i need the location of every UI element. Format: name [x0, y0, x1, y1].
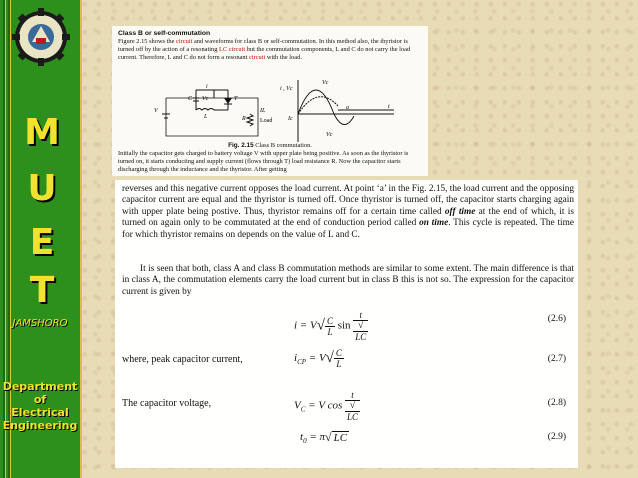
fig-label-il: IL	[260, 108, 266, 114]
commutation-paragraph: reverses and this negative current opposes the load current. At point ‘a’ in the Fig. 2.15, the load current and the opposing capacitor current are equal and the thyristor is turned off. Once thyristor is turned off, the capacitor starts charging again with upper plate being postive. Thus, thyristor remains off for a certain time called off time at the end of which, it is turned on again only to be commutated at the end of conduction period called on time. This cycle is repeated. The time for which thyristor remains on depends on the value of L and C.	[122, 184, 574, 240]
logo-letter-e: E	[29, 222, 55, 263]
fig-label-c: C	[188, 96, 193, 102]
fig-label-time: t	[388, 104, 390, 110]
circuit-link[interactable]: circuit	[248, 54, 266, 61]
continuation-paragraph: Initially the capacitor gets charged to battery voltage V with upper plate being positive. As soon as the thyristor is turned on, it starts conducting and supply current (flows through T) load resistance R. Now the capacitor starts discharging through the inductance and the thyristor. After getting	[118, 150, 409, 173]
logo-letter-t: T	[29, 270, 55, 311]
intro-paragraph: Figure 2.15 shows the circuit and waveforms for class B or self-commutation. In this method also, the thyristor is turned off by the action of a resonating LC circuit but the commutation components, L and C do not carry the load current. Therefore, L and C do not form a resonant circuit with the load.	[118, 38, 411, 61]
textbook-excerpt-bottom	[115, 180, 578, 468]
equation-2-7: where, peak capacitor current, $i_{CP} = V√$ $\frac{C}{L}$ (2.7)	[122, 348, 566, 369]
section-title: Class B or self-commutation	[118, 30, 211, 37]
comparison-paragraph: It is seen that both, class A and class B commutation methods are similar to some extent. The main difference is that in class A, the commutation elements carry the load current but in class B this is not so. The expression for the capacitor current is given by	[122, 264, 574, 297]
fig-label-v: V	[154, 108, 158, 114]
fig-label-r: R	[242, 116, 246, 122]
logo-letter-m: M	[24, 112, 60, 153]
equation-2-6: i = V√ $\frac{C}{L}$ sin t √ LC (2.6)	[294, 310, 566, 342]
fig-label-vc-bottom: Vc	[326, 132, 333, 138]
department-line: of	[33, 393, 47, 406]
department-line: Engineering	[2, 419, 78, 432]
equation-2-8: The capacitor voltage, $V_C = V$ cos t √ LC (2.8)	[122, 390, 566, 422]
fig-label-l: L	[204, 114, 208, 120]
sidebar	[0, 0, 82, 478]
fig-axis-label: i , Vc	[280, 86, 293, 92]
textbook-excerpt-top	[112, 26, 428, 176]
equation-number: (2.9)	[547, 432, 566, 442]
logo-letter-u: U	[27, 168, 57, 209]
department-line: Department	[2, 380, 78, 393]
fig-label-point-a: a	[346, 105, 349, 111]
fig-label-i: i	[206, 84, 208, 90]
fig-label-load: Load	[260, 118, 273, 124]
figure-caption: Fig. 2.15 Class B commutation.	[228, 142, 312, 149]
circuit-link[interactable]: circuit	[176, 38, 193, 45]
equation-number: (2.6)	[547, 314, 566, 324]
university-logo	[12, 8, 70, 66]
equation-label: where, peak capacitor current,	[122, 354, 243, 365]
fig-label-vc: Vc	[202, 96, 209, 102]
lc-circuit-link[interactable]: LC circuit	[219, 46, 246, 53]
fig-label-vc-top: Vc	[322, 80, 329, 86]
fig-label-t: T	[234, 96, 238, 102]
campus-name: JAMSHORO	[12, 318, 68, 329]
equation-number: (2.7)	[547, 354, 566, 364]
equation-number: (2.8)	[547, 398, 566, 408]
fig-label-ic: Ic	[288, 116, 293, 122]
department-name	[0, 380, 80, 432]
equation-label: The capacitor voltage,	[122, 398, 212, 409]
department-line: Electrical	[11, 406, 69, 419]
equation-2-9: $t_0 = \pi√$ LC (2.9)	[300, 430, 566, 446]
